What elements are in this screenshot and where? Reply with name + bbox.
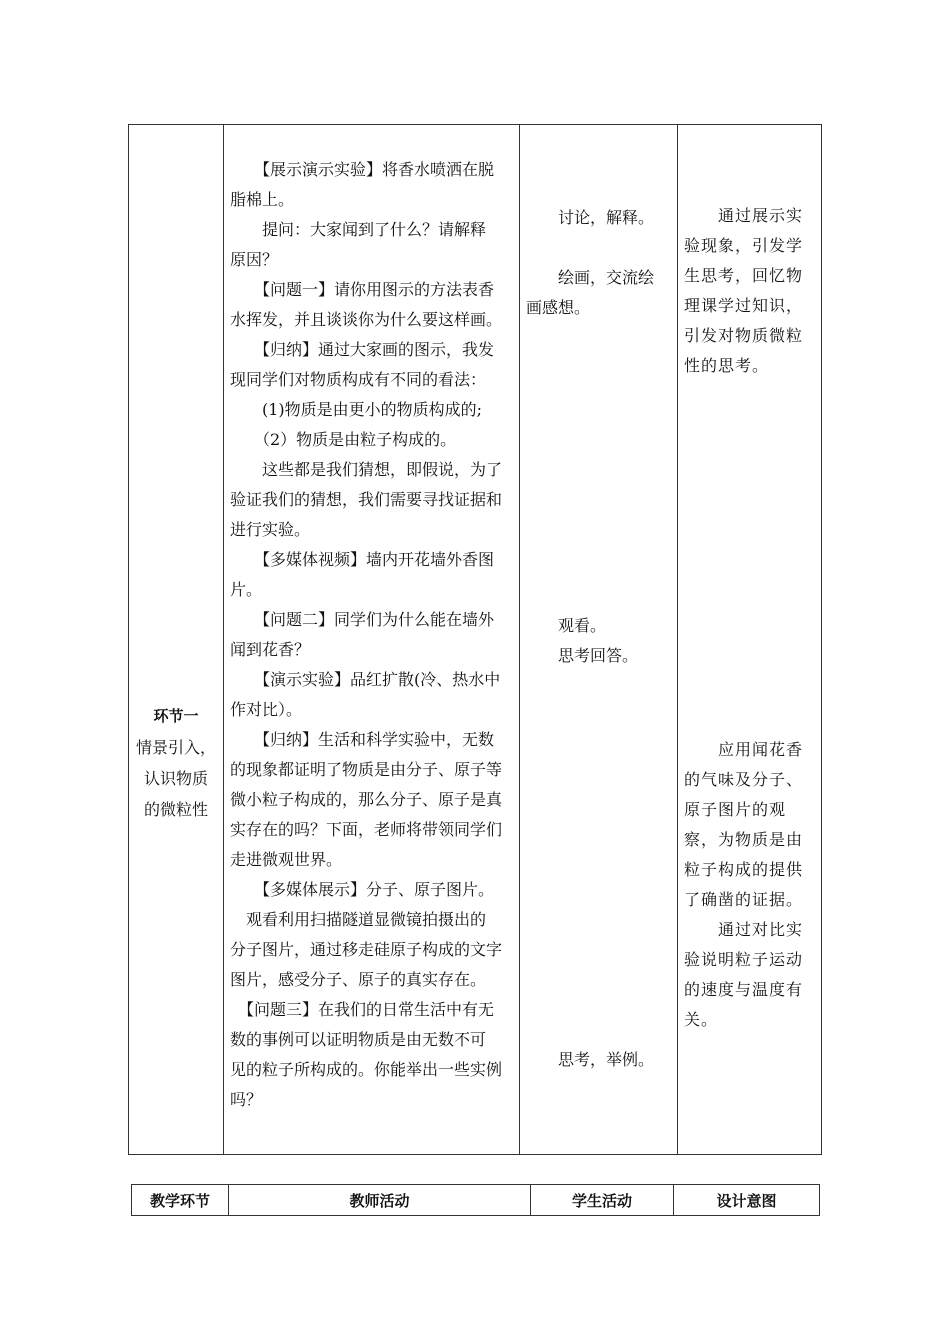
- text-line: 原因？: [230, 250, 279, 269]
- section-title: 环节一: [153, 707, 199, 725]
- text-line: (1)物质是由更小的物质构成的;: [230, 400, 483, 419]
- section-label: [133, 701, 219, 825]
- text-line: 【多媒体视频】墙内开花墙外香图: [230, 550, 495, 569]
- text-line: 吗？: [230, 1090, 263, 1109]
- text-line: 分子图片，通过移走硅原子构成的文字: [230, 940, 503, 959]
- student-activity-text-3: [526, 1045, 676, 1075]
- text-line: 的速度与温度有: [684, 980, 804, 999]
- text-line: 水挥发，并且谈谈你为什么要这样画。: [230, 310, 503, 329]
- text-line: 生思考，回忆物: [684, 266, 804, 285]
- design-intent-text-2: [684, 735, 822, 1035]
- text-line: 【演示实验】品红扩散(冷、热水中: [230, 670, 501, 689]
- text-line: 走进微观世界。: [230, 850, 343, 869]
- text-line: 画感想。: [526, 298, 591, 317]
- section-subtitle-line: 情景引入，: [135, 738, 216, 757]
- text-line: 验说明粒子运动: [684, 950, 804, 969]
- text-line: 讨论，解释。: [526, 208, 655, 227]
- student-activity-text-2: [526, 611, 676, 671]
- table-row: [129, 125, 822, 1155]
- lesson-table: [128, 124, 822, 1155]
- text-line: 实存在的吗？下面，老师将带领同学们: [230, 820, 503, 839]
- student-activity-cell: [520, 125, 678, 1155]
- text-line: 思考，举例。: [526, 1050, 655, 1069]
- text-line: 作对比）。: [230, 700, 303, 719]
- text-line: 【展示演示实验】将香水喷洒在脱: [230, 160, 495, 179]
- design-intent-cell: [678, 125, 822, 1155]
- text-line: 提问：大家闻到了什么？请解释: [230, 220, 487, 239]
- text-line: 微小粒子构成的，那么分子、原子是真: [230, 790, 503, 809]
- text-line: （2）物质是由粒子构成的。: [230, 430, 457, 449]
- header-teacher-activity: 教师活动: [229, 1185, 531, 1216]
- text-line: 的气味及分子、: [684, 770, 804, 789]
- text-line: 脂棉上。: [230, 190, 295, 209]
- text-line: 思考回答。: [526, 646, 639, 665]
- text-line: 验现象，引发学: [684, 236, 804, 255]
- text-line: 关。: [684, 1010, 719, 1029]
- text-line: 【问题二】同学们为什么能在墙外: [230, 610, 495, 629]
- text-line: 【问题三】在我们的日常生活中有无: [230, 1000, 495, 1019]
- text-line: 应用闻花香: [684, 740, 804, 759]
- text-line: 【问题一】请你用图示的方法表香: [230, 280, 495, 299]
- text-line: 见的粒子所构成的。你能举出一些实例: [230, 1060, 503, 1079]
- section-subtitle-line: 的微粒性: [143, 800, 208, 819]
- text-line: [526, 233, 676, 263]
- text-line: 观看利用扫描隧道显微镜拍摄出的: [230, 910, 487, 929]
- text-line: 绘画，交流绘: [526, 268, 655, 287]
- section-cell: [129, 125, 224, 1155]
- section-subtitle-line: 认识物质: [143, 769, 208, 788]
- header-row: [132, 1185, 820, 1216]
- header-teaching-stage: 教学环节: [132, 1185, 229, 1216]
- teacher-activity-text: [230, 155, 520, 1115]
- text-line: 片。: [230, 580, 263, 599]
- student-activity-text-1: [526, 203, 676, 323]
- text-line: 观看。: [526, 616, 607, 635]
- text-line: 【归纳】通过大家画的图示，我发: [230, 340, 495, 359]
- text-line: 进行实验。: [230, 520, 311, 539]
- teacher-activity-cell: [224, 125, 520, 1155]
- text-line: 察，为物质是由: [684, 830, 804, 849]
- text-line: 理课学过知识，: [684, 296, 804, 315]
- text-line: 了确凿的证据。: [684, 890, 804, 909]
- header-design-intent: 设计意图: [674, 1185, 820, 1216]
- text-line: 【多媒体展示】分子、原子图片。: [230, 880, 495, 899]
- text-line: 图片，感受分子、原子的真实存在。: [230, 970, 487, 989]
- text-line: 性的思考。: [684, 356, 770, 375]
- text-line: 【归纳】生活和科学实验中，无数: [230, 730, 495, 749]
- header-student-activity: 学生活动: [531, 1185, 674, 1216]
- text-line: 闻到花香？: [230, 640, 311, 659]
- text-line: 通过对比实: [684, 920, 804, 939]
- text-line: 验证我们的猜想，我们需要寻找证据和: [230, 490, 503, 509]
- text-line: 的现象都证明了物质是由分子、原子等: [230, 760, 503, 779]
- text-line: 通过展示实: [684, 206, 804, 225]
- text-line: 粒子构成的提供: [684, 860, 804, 879]
- design-intent-text-1: [684, 201, 822, 381]
- text-line: 引发对物质微粒: [684, 326, 804, 345]
- text-line: 数的事例可以证明物质是由无数不可: [230, 1030, 487, 1049]
- header-table: [131, 1184, 820, 1216]
- text-line: 原子图片的观: [684, 800, 787, 819]
- text-line: 这些都是我们猜想，即假说，为了: [230, 460, 503, 479]
- text-line: 现同学们对物质构成有不同的看法：: [230, 370, 487, 389]
